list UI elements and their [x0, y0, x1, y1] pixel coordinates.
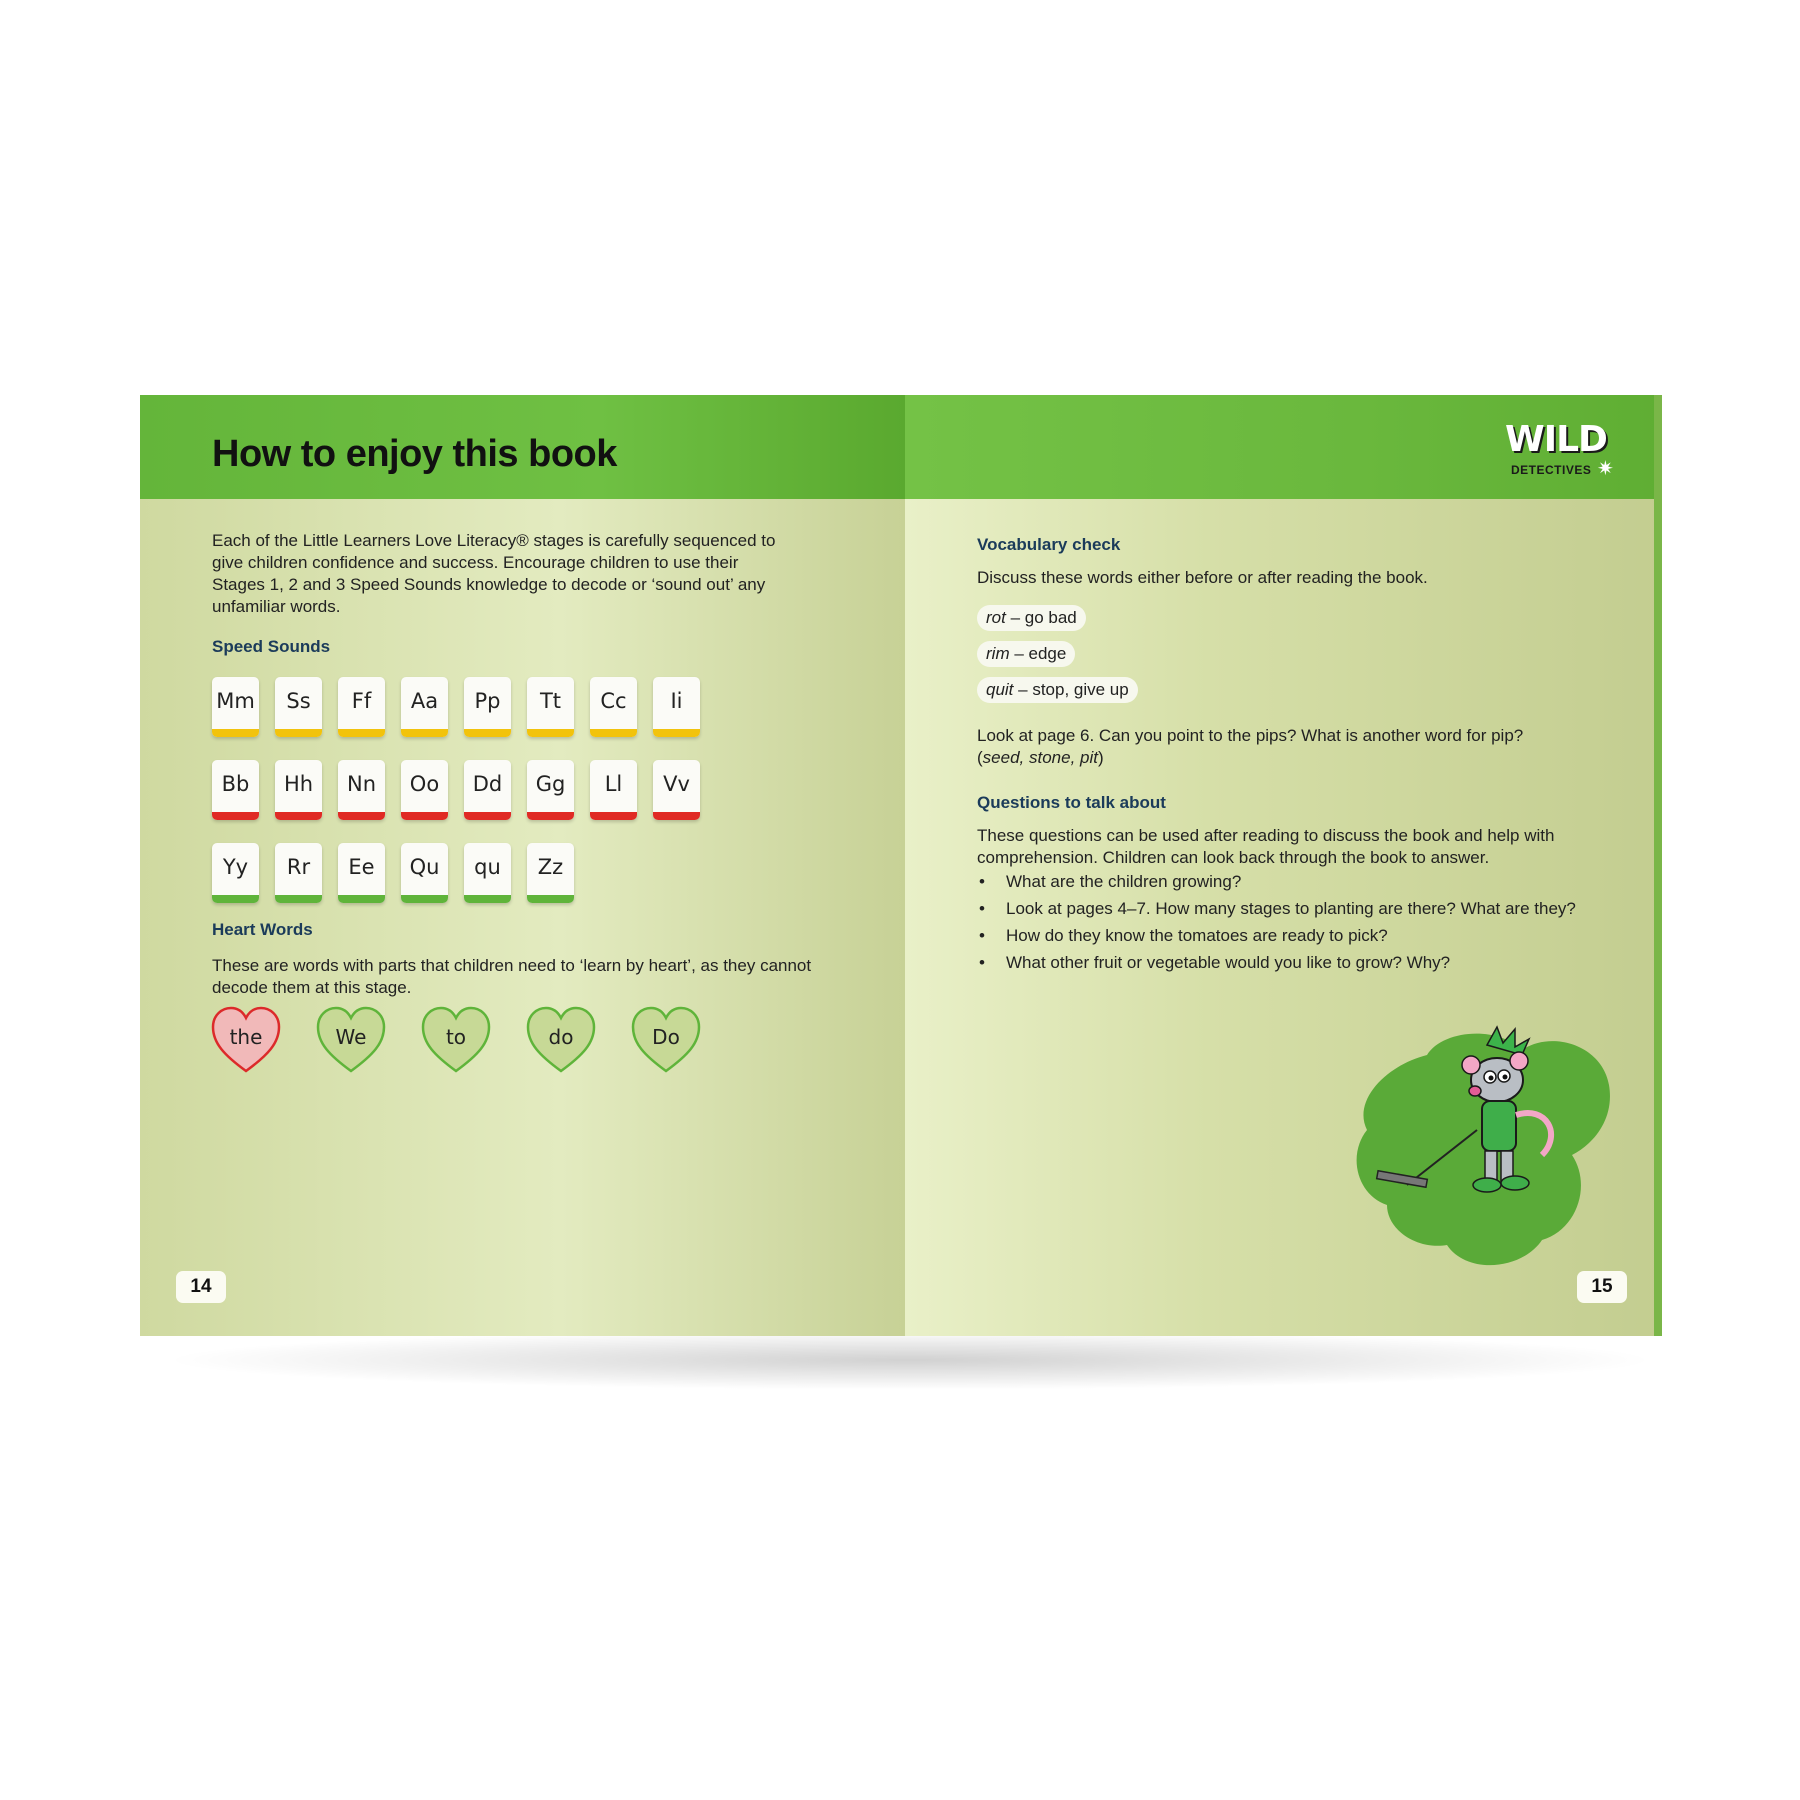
heart-word: to: [420, 1005, 492, 1075]
heart-word: the: [210, 1005, 282, 1075]
questions-list: [977, 868, 1576, 976]
sound-card: Ss: [275, 677, 322, 737]
vocab-pill: rim – edge: [977, 641, 1075, 667]
logo-wordmark: WILD: [1505, 419, 1607, 460]
sound-card: Tt: [527, 677, 574, 737]
vocab-pill: quit – stop, give up: [977, 677, 1138, 703]
sound-card: Bb: [212, 760, 259, 820]
sound-card: qu: [464, 843, 511, 903]
heart-words: [210, 1005, 702, 1075]
speed-sounds-grid: [212, 677, 700, 926]
mascot-illustration: [1347, 1025, 1617, 1275]
vocabulary-intro: Discuss these words either before or after reading the book.: [977, 568, 1428, 587]
sound-card: Zz: [527, 843, 574, 903]
wild-detectives-logo: [1505, 419, 1615, 479]
questions-heading: Questions to talk about: [977, 793, 1166, 812]
list-item: • What other fruit or vegetable would you like to grow? Why?: [977, 949, 1576, 976]
page-number-left: 14: [176, 1271, 226, 1303]
sound-card: Mm: [212, 677, 259, 737]
sound-card: Ff: [338, 677, 385, 737]
page-title: How to enjoy this book: [212, 433, 617, 475]
sound-card: Rr: [275, 843, 322, 903]
heart-word: do: [525, 1005, 597, 1075]
page-number-right: 15: [1577, 1271, 1627, 1303]
list-item: • What are the children growing?: [977, 868, 1576, 895]
sound-card: Hh: [275, 760, 322, 820]
book-shadow: [160, 1330, 1660, 1390]
vocabulary-heading: Vocabulary check: [977, 535, 1121, 554]
sound-card: Vv: [653, 760, 700, 820]
list-item: • How do they know the tomatoes are ready to pick?: [977, 922, 1576, 949]
heart-word: We: [315, 1005, 387, 1075]
sound-card: Ll: [590, 760, 637, 820]
right-page: [905, 395, 1662, 1336]
star-icon: ✷: [1597, 458, 1614, 480]
sound-card: Yy: [212, 843, 259, 903]
speed-sounds-row-1: [212, 677, 700, 739]
sound-card: Qu: [401, 843, 448, 903]
logo-subtitle: DETECTIVES: [1511, 463, 1592, 477]
sound-card: Ii: [653, 677, 700, 737]
intro-paragraph: Each of the Little Learners Love Literacy® stages is carefully sequenced to give children confidence and success. Encourage children to use their Stages 1, 2 and 3 Speed Sounds knowledge to decode or ‘sound out’ any unfamiliar words.: [212, 531, 776, 616]
sound-card: Cc: [590, 677, 637, 737]
speed-sounds-heading: Speed Sounds: [212, 637, 331, 656]
sound-card: Ee: [338, 843, 385, 903]
sound-card: Nn: [338, 760, 385, 820]
speed-sounds-row-2: [212, 760, 700, 822]
questions-intro: These questions can be used after reading to discuss the book and help with comprehension. Children can look back through the book to answer.: [977, 826, 1555, 867]
heart-words-text: These are words with parts that children need to ‘learn by heart’, as they cannot decode them at this stage.: [212, 956, 812, 997]
sound-card: Aa: [401, 677, 448, 737]
list-item: • Look at pages 4–7. How many stages to planting are there? What are they?: [977, 895, 1576, 922]
sound-card: Pp: [464, 677, 511, 737]
sound-card: Dd: [464, 760, 511, 820]
speed-sounds-row-3: [212, 843, 700, 905]
sound-card: Gg: [527, 760, 574, 820]
vocab-pill: rot – go bad: [977, 605, 1086, 631]
heart-word: Do: [630, 1005, 702, 1075]
heart-words-heading: Heart Words: [212, 920, 313, 939]
left-page: [140, 395, 905, 1336]
page-edge: [1654, 395, 1662, 1336]
vocabulary-list: [977, 605, 1138, 703]
look-at-page-text: Look at page 6. Can you point to the pips? What is another word for pip? (seed, stone, pit): [977, 726, 1524, 767]
sound-card: Oo: [401, 760, 448, 820]
